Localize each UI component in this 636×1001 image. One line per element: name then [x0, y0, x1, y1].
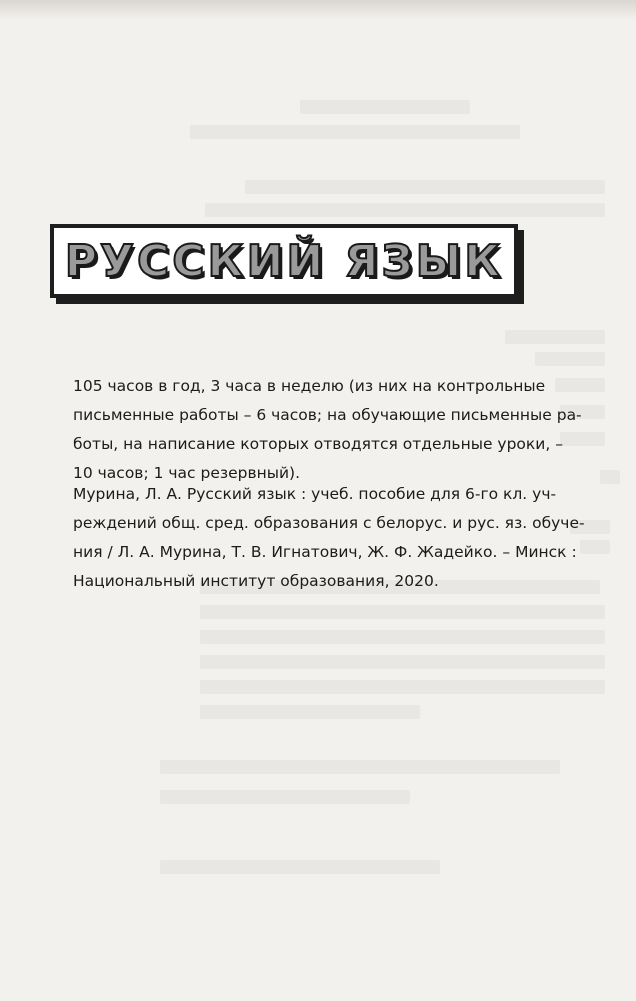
hours-line-3: боты, на написание которых отводятся отдельные уроки, –: [73, 435, 563, 453]
hours-paragraph: [73, 372, 582, 488]
title-banner: [50, 224, 518, 298]
reference-line-4: Национальный институт образования, 2020.: [73, 572, 439, 590]
reference-line-3: ния / Л. А. Мурина, Т. В. Игнатович, Ж. Ф. Жадейко. – Минск :: [73, 543, 577, 561]
reference-paragraph: [73, 480, 585, 596]
reference-line-2: реждений общ. сред. образования с белорус. и рус. яз. обуче-: [73, 514, 585, 532]
reference-line-1: Мурина, Л. А. Русский язык : учеб. пособие для 6-го кл. уч-: [73, 485, 557, 503]
page-title: РУССКИЙ ЯЗЫК: [64, 235, 504, 287]
hours-line-4: 10 часов; 1 час резервный).: [73, 464, 301, 482]
hours-line-1: 105 часов в год, 3 часа в неделю (из них на контрольные: [73, 377, 546, 395]
hours-line-2: письменные работы – 6 часов; на обучающие письменные ра-: [73, 406, 582, 424]
